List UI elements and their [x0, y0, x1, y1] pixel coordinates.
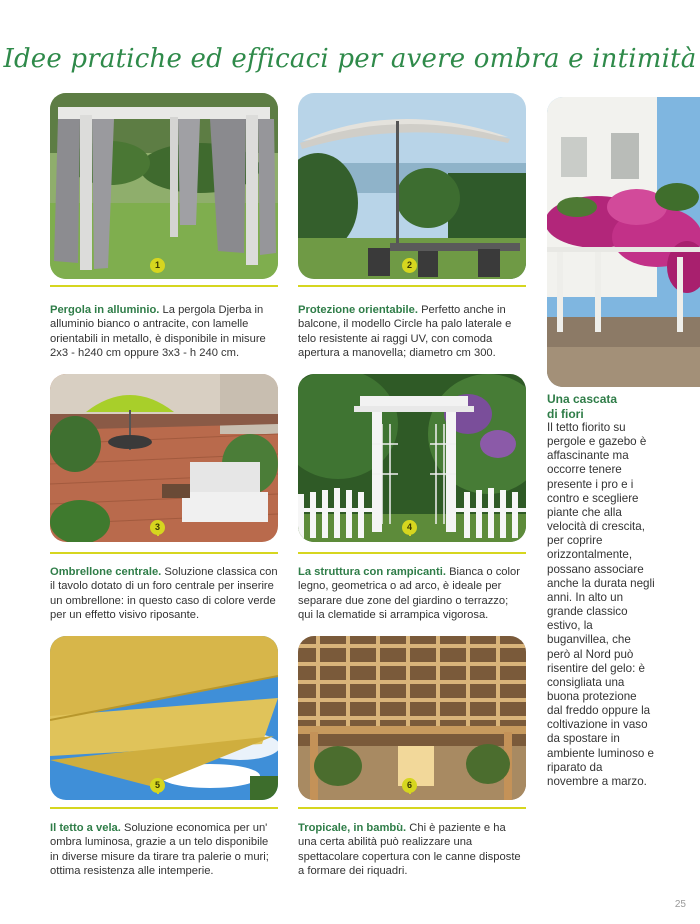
caption-heading: Il tetto a vela.: [50, 822, 121, 834]
caption-heading: La struttura con rampicanti.: [298, 566, 446, 578]
caption-heading: Ombrellone centrale.: [50, 566, 162, 578]
caption-6: [298, 821, 526, 879]
separator-rule: [50, 552, 278, 554]
page-title: Idee pratiche ed efficaci per avere ombra e intimità: [3, 44, 697, 74]
caption-heading: Protezione orientabile.: [298, 304, 418, 316]
caption-2: [298, 303, 526, 361]
caption-text: Bianca o color legno, geometrica o ad arco, è ideale per separare due zone del giardino o terrazzo; qui la clematide si arrampica vigorosa.: [298, 566, 520, 622]
number-badge: 1: [150, 258, 165, 273]
separator-rule: [298, 552, 526, 554]
caption-3: [50, 565, 280, 623]
number-badge: 6: [402, 778, 417, 793]
sidebar-title-line: Una cascata: [547, 392, 618, 406]
caption-text: Soluzione classica con il tavolo dotato di un foro centrale per inserire un ombrellone: in questo caso di colore verde per un effetto visivo riposante.: [50, 566, 278, 622]
sidebar-title: [547, 392, 657, 421]
caption-text: Chi è paziente e ha una certa abilità può realizzare una spettacolare copertura con le canne disposte a formare dei riquadri.: [298, 822, 521, 878]
number-badge: 4: [402, 520, 417, 535]
separator-rule: [298, 807, 526, 809]
page-number: 25: [674, 899, 686, 910]
sidebar-title-line: di fiori: [547, 406, 584, 421]
caption-text: Perfetto anche in balcone, il modello Circle ha palo laterale e telo resistente ai raggi UV, con comoda apertura a manovella; diametro cm 300.: [298, 304, 512, 360]
photo-pergola-alluminio: [50, 93, 278, 279]
photo-ombrellone-centrale: [50, 374, 278, 542]
number-badge: 3: [150, 520, 165, 535]
caption-text: Soluzione economica per un' ombra luminosa, grazie a un telo disponibile in diverse misure da tirare tra palerie o muri; ottima resistenza alle intemperie.: [50, 822, 269, 878]
separator-rule: [298, 285, 526, 287]
photo-struttura-rampicanti: [298, 374, 526, 542]
caption-heading: Pergola in alluminio.: [50, 304, 160, 316]
sidebar-text: Il tetto fiorito su pergole e gazebo è affascinante ma occorre tenere presente i pro e i contro e scegliere piante che alla velocità di crescita, per coprire orizzontalmente, possano associare anche la durata negli anni. In alto un grande classico estivo, la buganvillea, che però al Nord può risentire del gelo: è consigliata una buona protezione dal freddo oppure la coltivazione in vaso da spostare in ambiente luminoso e riparato da novembre a marzo.: [547, 421, 655, 788]
separator-rule: [50, 807, 278, 809]
photo-cascata-fiori: [547, 97, 700, 387]
number-badge: 2: [402, 258, 417, 273]
caption-1: [50, 303, 280, 361]
caption-4: [298, 565, 526, 623]
caption-heading: Tropicale, in bambù.: [298, 822, 407, 834]
caption-5: [50, 821, 280, 879]
photo-tropicale-bambu: [298, 636, 526, 800]
photo-tetto-a-vela: [50, 636, 278, 800]
separator-rule: [50, 285, 278, 287]
caption-text: La pergola Djerba in alluminio bianco o antracite, con lamelle orientabili in metallo, è disponibile in misure 2x3 - h240 cm oppure 3x3 - h 240 cm.: [50, 304, 266, 360]
photo-ombrellone-orientabile: [298, 93, 526, 279]
number-badge: 5: [150, 778, 165, 793]
